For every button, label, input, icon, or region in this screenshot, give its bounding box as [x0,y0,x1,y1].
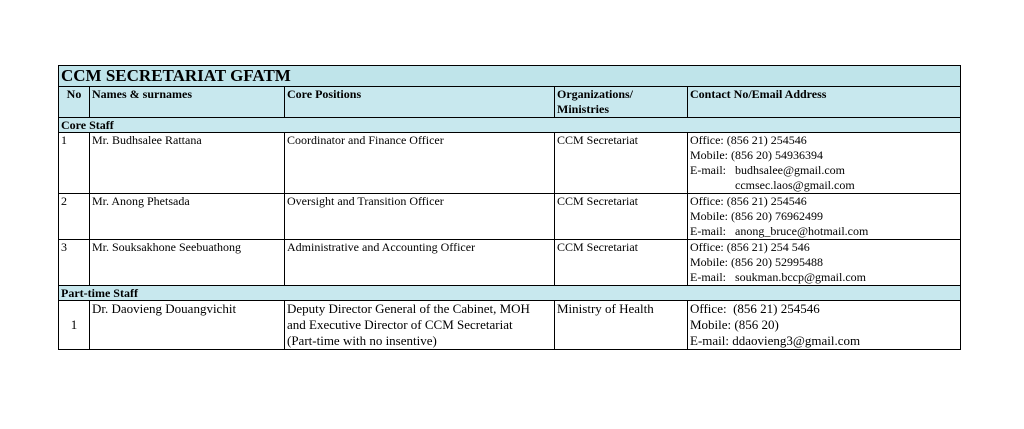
table-row [59,240,961,286]
contact-mobile: Mobile: (856 20) 54936394 [690,148,823,162]
row-contact [688,240,961,286]
position-line: (Part-time with no insentive) [287,333,437,348]
section-row-part-time [59,286,961,301]
row-position: Oversight and Transition Officer [285,194,555,240]
contact-office: Office: (856 21) 254546 [690,301,820,316]
contact-mobile: Mobile: (856 20) 52995488 [690,255,823,269]
header-positions: Core Positions [285,87,555,118]
row-organization: Ministry of Health [555,301,688,350]
header-no: No [59,87,90,118]
contact-email[interactable]: E-mail: soukman.bccp@gmail.com [690,270,867,284]
contact-email[interactable]: E-mail: ddaovieng3@gmail.com [690,333,861,348]
position-line: and Executive Director of CCM Secretariat [287,317,513,332]
row-no: 1 [59,133,90,194]
header-row [59,87,961,118]
table-title: CCM SECRETARIAT GFATM [59,66,961,87]
table-row [59,194,961,240]
table-row [59,301,961,350]
header-organizations-line1: Organizations/ [557,87,634,101]
row-organization: CCM Secretariat [555,194,688,240]
row-organization: CCM Secretariat [555,240,688,286]
row-name: Dr. Daovieng Douangvichit [90,301,285,350]
header-names: Names & surnames [90,87,285,118]
row-name: Mr. Budhsalee Rattana [90,133,285,194]
row-position [285,301,555,350]
contact-email[interactable]: E-mail: anong_bruce@hotmail.com [690,224,869,238]
contact-email[interactable]: E-mail: budhsalee@gmail.com [690,163,846,177]
contact-mobile: Mobile: (856 20) 76962499 [690,209,823,223]
row-name: Mr. Souksakhone Seebuathong [90,240,285,286]
header-organizations [555,87,688,118]
section-row-core [59,118,961,133]
row-organization: CCM Secretariat [555,133,688,194]
row-name: Mr. Anong Phetsada [90,194,285,240]
contact-mobile: Mobile: (856 20) [690,317,779,332]
row-contact [688,194,961,240]
header-organizations-line2: Ministries [557,102,609,116]
row-no: 1 [59,301,90,350]
row-no: 2 [59,194,90,240]
position-line: Deputy Director General of the Cabinet, MOH [287,301,530,316]
row-position: Coordinator and Finance Officer [285,133,555,194]
row-contact [688,301,961,350]
staff-table [58,65,961,350]
section-part-time-label: Part-time Staff [59,286,961,301]
contact-office: Office: (856 21) 254546 [690,133,807,147]
row-contact [688,133,961,194]
section-core-label: Core Staff [59,118,961,133]
row-position: Administrative and Accounting Officer [285,240,555,286]
contact-office: Office: (856 21) 254 546 [690,240,810,254]
row-no: 3 [59,240,90,286]
title-row [59,66,961,87]
contact-office: Office: (856 21) 254546 [690,194,807,208]
header-contact: Contact No/Email Address [688,87,961,118]
contact-email-secondary[interactable]: ccmsec.laos@gmail.com [735,178,855,192]
table-row [59,133,961,194]
